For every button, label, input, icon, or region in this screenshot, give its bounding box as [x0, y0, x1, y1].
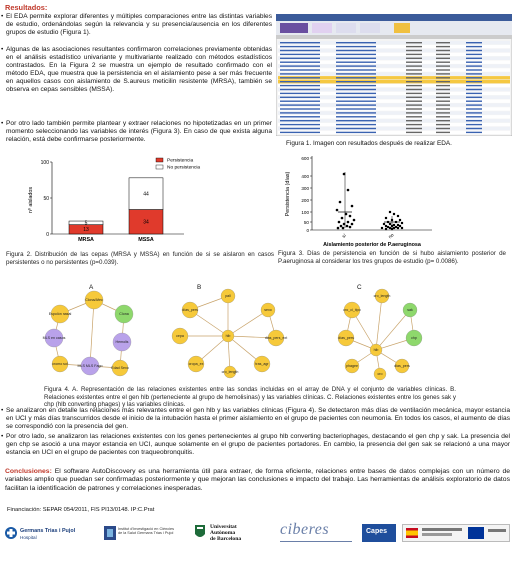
fig3-point [393, 227, 395, 229]
figure1-cell [336, 46, 376, 47]
figure1-cell [466, 104, 482, 105]
figure1-cell [436, 116, 450, 117]
figure1-cell [466, 108, 482, 109]
figure1-cell [280, 116, 320, 117]
fig2-y-tick-label: 100 [40, 159, 49, 166]
figure1-cell [406, 124, 422, 125]
figure1-cell [466, 73, 482, 74]
figure1-cell [280, 46, 320, 47]
figure1-cell [280, 50, 320, 51]
figure1-cell [336, 120, 376, 121]
eu-flag-icon [468, 527, 484, 539]
fig3-point [385, 228, 387, 230]
fig4c-node-label: cro_length [373, 294, 391, 299]
fig3-point [395, 226, 397, 228]
figure1-cell [336, 42, 376, 43]
figure1-cell [406, 42, 422, 43]
figure1-cell [280, 104, 320, 105]
figure1-cell [406, 97, 422, 98]
figure1-cell [336, 65, 376, 66]
fig2-legend-label: Persistencia [167, 158, 194, 164]
fig3-point [381, 227, 383, 229]
figure1-cell [406, 93, 422, 94]
figure1-cell [466, 62, 482, 63]
paragraph-hypotheses-text: Por otro lado también permite plantear y extraer relaciones no hipotetizadas en un primer momento seleccionando las variables de interés (Figura 3). En caso de que exista alguna relación, está debe confirmarse posteriormente. [6, 120, 272, 144]
figure1-cell [336, 89, 376, 90]
figure1-cell [336, 77, 376, 78]
figure1-cell [336, 108, 376, 109]
fig4c-node-label: dias_pers [394, 364, 410, 369]
fig3-point [338, 221, 341, 224]
fig3-x-tick-label: sí [341, 232, 348, 239]
figure1-cell [466, 42, 482, 43]
figure1-cell [406, 69, 422, 70]
figure1-cell [406, 104, 422, 105]
fig3-y-tick-label: 50 [303, 219, 309, 225]
figure1-cell [436, 77, 450, 78]
uab-line1: Universitat [210, 524, 237, 530]
figure1-cell [280, 54, 320, 55]
feder-text-bar [488, 529, 506, 532]
paragraph-phages [1, 433, 510, 457]
figure2-bar-chart [24, 154, 254, 248]
figure1-cell [406, 128, 422, 129]
figure1-cell [466, 46, 482, 47]
figure1-cell [406, 89, 422, 90]
fig3-point [385, 217, 387, 219]
figure4-caption: Figura 4. A. Representación de las relaciones existentes entre las sondas incluidas en el array de DNA y el conjunto de variables clínicas. B. Relaciones existentes entre el gen hlb (perteneciente al grupo de hemolisinas) y las variables clínicas. C. Relaciones existentes entre los genes sak y chp (hlb converting phages) y las variables clínicas. [44, 386, 456, 409]
figure1-cell [336, 124, 376, 125]
figure1-cell [336, 62, 376, 63]
figure3-caption: Figura 3. Días de persistencia en función de si hubo aislamiento posterior de P.aeruginosa al considerar los tres grupos de estudio (p= 0.0086). [278, 250, 506, 265]
figure1-cell [436, 97, 450, 98]
figure1-cell [466, 89, 482, 90]
figure1-cell [436, 62, 450, 63]
uab-logo [194, 524, 206, 541]
figure1-cell [466, 101, 482, 102]
figure1-cell [336, 73, 376, 74]
fig3-point [342, 227, 345, 230]
figure1-cell [406, 112, 422, 113]
ministry-logo [402, 524, 510, 542]
fig4c-node-label: días_pers [338, 336, 354, 341]
figure1-cell [406, 46, 422, 47]
fig3-x-tick-label: no [387, 232, 395, 240]
institut-logo [104, 526, 116, 540]
ministry-text-bar [422, 528, 462, 531]
figure1-cell [280, 120, 320, 121]
fig3-point [385, 225, 387, 227]
figure1-cell [466, 116, 482, 117]
figure1-cell [466, 97, 482, 98]
figure4-networks [30, 286, 450, 384]
figure1-cell [336, 116, 376, 117]
conclusions-block [5, 468, 510, 493]
figure3-dot-plot [282, 150, 492, 248]
figure1-cell [466, 54, 482, 55]
fig2-legend-label: No persistencia [167, 165, 201, 171]
figure1-cell [466, 112, 482, 113]
fig4b-node-label: cro_length [221, 370, 239, 375]
figure1-cell [280, 65, 320, 66]
figure1-cell [436, 93, 450, 94]
figure1-cell [406, 54, 422, 55]
figure1-cell [336, 81, 376, 82]
paragraph-associations-text: Algunas de las asociaciones resultantes confirmaron correlaciones previamente obtenidas en el análisis estadístico univariante y multivariante realizado con métodos estadísticos contrastados. En la Figura 2 se muestra un ejemplo de resultado confirmado con el método EDA, que muestra que la persistencia en el aislamiento pese a ser más frecuente en aquellos casos con aislamiento de S.aureus meticilin resistente (MRSA), también se observa en cepas sensibles (MSSA). [6, 46, 272, 94]
figure1-cell [336, 93, 376, 94]
fig2-bar-data-label: 34 [143, 219, 149, 226]
fig3-point [337, 227, 340, 230]
fig3-y-tick-label: 400 [301, 173, 309, 179]
figure1-cell [436, 124, 450, 125]
fig3-point [393, 224, 395, 226]
fig3-point [397, 224, 399, 226]
fig3-point [401, 227, 403, 229]
fig4a-node-label: Hemolis [115, 340, 129, 345]
figure1-cell [436, 101, 450, 102]
fig2-y-axis-label: nº aislados [28, 186, 34, 214]
germans-trias-logo [4, 526, 18, 540]
figure1-cell [336, 85, 376, 86]
figure1-cell [436, 50, 450, 51]
figure1-cell [280, 89, 320, 90]
figure1-cell [436, 89, 450, 90]
figure1-cell [436, 108, 450, 109]
figure1-cell [466, 93, 482, 94]
fig3-point [351, 223, 354, 226]
results-heading: Resultados: [5, 3, 48, 12]
paragraph-eda [1, 13, 272, 37]
fig3-y-tick-label: 600 [301, 155, 309, 161]
fig3-point [351, 205, 354, 208]
figure1-cell [280, 81, 320, 82]
figure2-caption: Figura 2. Distribución de las cepas (MRSA y MSSA) en función de si se aislaron en casos persistentes o no persistentes (p=0.039). [6, 251, 274, 266]
figure1-cell [406, 62, 422, 63]
fig4c-node-label: phagee [346, 364, 358, 369]
conclusions-label: Conclusiones: [5, 468, 52, 475]
paragraph-hypotheses [1, 120, 272, 144]
figure1-cell [336, 54, 376, 55]
fig3-point [346, 225, 349, 228]
figure1-cell [466, 65, 482, 66]
figure4-label-a: A [89, 284, 94, 291]
figure1-cell [406, 132, 422, 133]
bullet-marker: • [1, 407, 4, 414]
fig4a-node-label: MLS MLS Fago [77, 364, 103, 369]
fig3-point [353, 219, 356, 222]
bullet-marker: • [1, 46, 4, 53]
fig3-point [336, 209, 339, 212]
figure1-cell [466, 50, 482, 51]
capes-logo-text: Capes [366, 528, 388, 535]
fig2-bar-data-label: 13 [83, 227, 89, 234]
figure1-screenshot [276, 14, 512, 136]
fig4b-node-label: tras_agr [255, 362, 269, 367]
figure1-cell [436, 46, 450, 47]
fig4c-node-label: cro_ci_tipo [343, 308, 361, 313]
fig3-point [349, 215, 352, 218]
figure1-cell [406, 85, 422, 86]
figure1-cell [436, 128, 450, 129]
paragraph-hlb [1, 407, 510, 431]
fig4c-node-label: hlb [373, 348, 379, 353]
fig3-point [399, 219, 401, 221]
figure1-cell [280, 112, 320, 113]
figure1-cell [280, 101, 320, 102]
fig3-y-axis-label: Persistencia (días) [285, 171, 291, 217]
fig4a-node-label: MLS en casos [42, 336, 66, 341]
figure1-cell [406, 101, 422, 102]
figure1-cell [280, 128, 320, 129]
fig4b-node-label: sexo [264, 308, 272, 313]
figure1-cell [280, 124, 320, 125]
figure1-cell [466, 132, 482, 133]
fig2-bar-data-label: 5 [84, 220, 88, 227]
figure1-cell [406, 116, 422, 117]
fig3-y-tick-label: 200 [301, 197, 309, 203]
figure1-cell [466, 77, 482, 78]
germans-trias-sub: Hospital [20, 535, 37, 540]
figure4-label-b: B [197, 284, 202, 291]
uab-line3: de Barcelona [210, 536, 242, 542]
fig2-x-tick-label: MRSA [78, 237, 94, 243]
figure1-cell [280, 42, 320, 43]
fig2-x-tick-label: MSSA [138, 237, 154, 243]
figure1-cell [406, 65, 422, 66]
fig3-point [389, 211, 391, 213]
figure1-cell [436, 73, 450, 74]
figure1-cell [436, 54, 450, 55]
figure1-cell [280, 132, 320, 133]
figure1-cell [466, 120, 482, 121]
fig2-y-tick-label: 0 [46, 231, 49, 238]
figure1-cell [280, 85, 320, 86]
figure1-cell [280, 62, 320, 63]
figure1-cell [280, 58, 320, 59]
figure1-cell [436, 58, 450, 59]
figure1-cell [336, 132, 376, 133]
fig4b-node-label: días_pers [182, 308, 198, 313]
fig4a-node-label: Clona [119, 312, 129, 317]
ciberes-logo: ciberes [280, 521, 330, 538]
figure1-cell [436, 85, 450, 86]
figure1-cell [336, 50, 376, 51]
fig3-point [399, 225, 401, 227]
figure1-cell [336, 128, 376, 129]
fig2-legend-swatch [156, 158, 163, 162]
fig3-point [339, 201, 342, 204]
figure1-cell [466, 124, 482, 125]
fig4b-node-label: hlb [225, 334, 231, 339]
figure1-cell [406, 120, 422, 121]
uab-line2: Autònoma [210, 530, 236, 536]
figure1-cell [280, 77, 320, 78]
conclusions-text: El software AutoDiscovery es una herramienta útil para extraer, de forma eficiente, relaciones entre bases de datos complejas con un número de variables amplio que puedan ser confirmadas posteriormente y que mejoran las conclusiones e impacto del trabajo. Las herramientas de análisis exploratorio de datos facilitan la identificación de patrones y correlaciones inesperadas. [5, 468, 510, 492]
fig3-point [383, 223, 385, 225]
figure1-cell [406, 77, 422, 78]
figure1-cell [280, 97, 320, 98]
figure1-cell [436, 112, 450, 113]
fig4b-node-label: pall [225, 294, 231, 299]
germans-trias-name: Germans Trias i Pujol [20, 528, 76, 534]
ciberes-underline [280, 541, 352, 542]
fig4b-node-label: cepa [176, 334, 184, 339]
fig3-point [389, 223, 391, 225]
fig3-point [341, 217, 344, 220]
fig4c-node-label: chp [411, 336, 417, 341]
fig4a-edge [90, 300, 94, 366]
institut-name: Institut d'Investigació en Ciències de la Salut Germans Trias i Pujol [118, 527, 175, 536]
bullet-marker: • [1, 120, 4, 127]
funding-text: Financiación: SEPAR 054/2011, FIS PI13/0148. IP:C.Prat [7, 507, 155, 513]
fig3-point [389, 227, 391, 229]
figure1-cell [466, 81, 482, 82]
paragraph-hlb-text: Se analizaron en detalle las relaciones más relevantes entre el gen hlb y las variables clínicas (Figura 4). Se detectaron más días de ventilación mecánica, mayor estancia en UCI y más días transcurridos desde el inicio de la intubación hasta el primer aislamiento en el grupo de pacientes con neumonía. En todos los casos, el aumento de días se correspondió con la presencia del gen. [6, 407, 510, 431]
bullet-marker: • [1, 13, 4, 20]
figure1-cell [436, 42, 450, 43]
figure1-cell [466, 69, 482, 70]
ministry-text-bar [422, 533, 452, 536]
logos-footer [0, 520, 515, 573]
fig3-point [393, 213, 395, 215]
figure1-cell [436, 120, 450, 121]
paragraph-associations [1, 46, 272, 95]
fig4a-node-label: cromo sol [52, 362, 68, 367]
figure1-caption: Figura 1. Imagen con resultados después de realizar EDA. [286, 140, 452, 147]
figure1-cell [466, 85, 482, 86]
fig4b-node-label: dias_pers_ext [264, 336, 288, 341]
fig3-point [387, 226, 389, 228]
fig2-y-tick-label: 50 [43, 195, 49, 202]
figure1-cell [436, 132, 450, 133]
figure1-cell [406, 58, 422, 59]
fig3-y-tick-label: 100 [301, 209, 309, 215]
figure1-cell [336, 104, 376, 105]
figure1-cell [436, 65, 450, 66]
paragraph-phages-text: Por otro lado, se analizaron las relaciones existentes con los genes pertenecientes al grupo hlb converting bacteriophages, destacando el gen chp y sak. La presencia del gen chp se asoció a una mayor estancia en UCI, aunque solamente en el grupo de pacientes portadores. En cambio, la presencia del gen sak se relacionó a una mayor estancia en UCI en el grupo de pacientes con traqueobronquitis. [6, 433, 510, 457]
fig4a-node-label: Edad Sexo [111, 366, 129, 371]
fig4b-node-label: cropa_ex [188, 362, 204, 367]
figure4-label-c: C [357, 284, 362, 291]
figure1-cell [280, 69, 320, 70]
figure1-cell [336, 101, 376, 102]
fig4a-node-label: Clona/Afec [85, 298, 103, 303]
fig4a-node-label: Espolón nasal [48, 312, 72, 317]
figure1-cell [436, 69, 450, 70]
fig3-point [349, 226, 352, 229]
fig3-x-axis-label: Aislamiento posterior de P.aeruginosa [323, 242, 421, 248]
figure1-cell [280, 93, 320, 94]
fig3-point [340, 225, 343, 228]
fig3-point [401, 222, 403, 224]
fig3-point [397, 227, 399, 229]
bullet-marker: • [1, 433, 4, 440]
figure1-cell [336, 112, 376, 113]
fig3-point [347, 221, 350, 224]
figure1-cell [336, 97, 376, 98]
fig4c-node-label: cro [377, 372, 383, 377]
figure1-cell [466, 58, 482, 59]
figure1-cell [406, 50, 422, 51]
fig3-point [347, 189, 350, 192]
figure1-cell [280, 108, 320, 109]
fig2-legend-swatch [156, 165, 163, 169]
figure1-cell [466, 128, 482, 129]
figure1-cell [280, 73, 320, 74]
figure1-cell [406, 81, 422, 82]
spain-flag-icon [406, 528, 418, 538]
fig4c-node-label: sak [407, 308, 413, 313]
paragraph-eda-text: El EDA permite explorar diferentes y múltiples comparaciones entre las distintas variables de estudio, ordenándolas según la relevancia y su presencia/ausencia en los diferentes grupos de estudio (Figura 1). [6, 13, 272, 37]
figure1-cell [336, 69, 376, 70]
fig2-bar-data-label: 44 [143, 191, 149, 198]
fig3-y-tick-label: 300 [301, 185, 309, 191]
figure1-cell [406, 108, 422, 109]
figure1-cell [436, 104, 450, 105]
fig3-y-tick-label: 0 [306, 227, 309, 233]
figure1-cell [406, 73, 422, 74]
figure1-cell [436, 81, 450, 82]
fig3-point [397, 215, 399, 217]
figure1-cell [336, 58, 376, 59]
